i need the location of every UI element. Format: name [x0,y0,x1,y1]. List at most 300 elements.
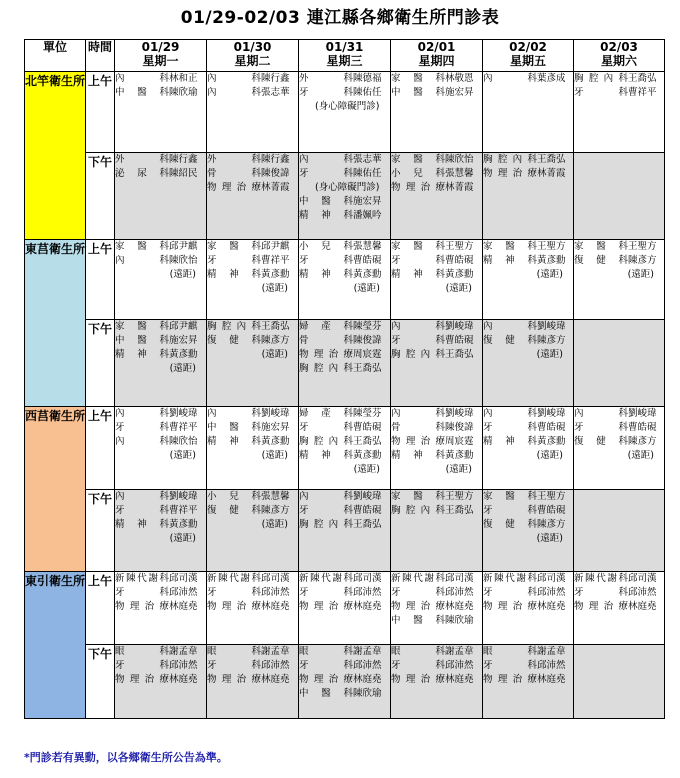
doctor-name: 曹皓硯 [445,255,474,266]
remote-label: (遠距) [261,283,288,294]
clinic-entry [391,334,482,348]
station-name: 北竿衛生所 [25,72,86,240]
schedule-cell [115,240,207,320]
clinic-entry [207,407,298,421]
doctor-name: 曹祥平 [261,255,290,266]
clinic-entry [483,490,573,504]
clinic-entry [207,504,298,518]
clinic-entry [207,254,298,268]
department: 新陳代謝科 [299,573,353,584]
department: 內 科 [207,408,261,419]
doctor-name: 陳俊諱 [261,168,290,179]
department: 家 醫 科 [391,241,445,252]
schedule-row [25,645,665,719]
department: 內 科 [299,491,353,502]
doctor-name: 林庭堯 [353,601,382,612]
schedule-cell [115,153,207,240]
department: 精 神 科 [115,349,169,360]
department: 骨 科 [391,422,445,433]
schedule-cell [115,407,207,490]
schedule-cell [574,240,665,320]
header-day [207,40,299,72]
doctor-name: 陳彥方 [261,335,290,346]
department: 精 神 科 [207,436,261,447]
clinic-entry [391,153,482,167]
clinic-entry [574,240,664,254]
doctor-name: 王喬弘 [628,73,657,84]
department: 牙 科 [299,505,353,516]
doctor-name: 曹祥平 [628,87,657,98]
doctor-name: 王聖方 [537,491,566,502]
department: 新陳代謝科 [483,573,537,584]
clinic-entry [115,673,206,687]
department: 物理治療 [391,182,445,193]
doctor-name: 邱司漢 [353,573,382,584]
doctor-name: 陳欣瑜 [445,615,474,626]
clinic-entry [207,268,298,282]
schedule-cell [483,572,574,645]
doctor-name: 施宏昇 [353,196,382,207]
clinic-entry [207,490,298,504]
clinic-entry [299,407,390,421]
clinic-entry [207,86,298,100]
department: 物理治療 [391,674,445,685]
clinic-entry [207,645,298,659]
clinic-entry [115,659,206,673]
schedule-cell [207,320,299,407]
remote-note [483,449,573,463]
clinic-entry [391,449,482,463]
doctor-name: 謝孟韋 [261,646,290,657]
department: 物理治療 [483,674,537,685]
department: 家 醫 科 [483,491,537,502]
doctor-name: 邱沛然 [445,587,474,598]
remote-label: (遠距) [536,450,563,461]
clinic-entry [483,421,573,435]
clinic-entry [299,518,390,532]
doctor-name: 王喬弘 [445,505,474,516]
doctor-name: 劉峻瑋 [445,321,474,332]
remote-note [207,348,298,362]
doctor-name: 劉峻瑋 [353,491,382,502]
period-am: 上午 [86,572,115,645]
department: 胸腔內科 [574,73,628,84]
remote-label: (遠距) [627,450,654,461]
schedule-cell [207,407,299,490]
department: 外 科 [207,154,261,165]
clinic-entry [391,240,482,254]
doctor-name: 林庭堯 [169,674,198,685]
header-date: 01/31 [325,40,364,54]
schedule-cell [207,490,299,572]
schedule-cell [207,72,299,153]
station-name: 東引衛生所 [25,572,86,719]
department: 牙 科 [483,505,537,516]
clinic-entry [391,586,482,600]
clinic-entry [483,153,573,167]
schedule-cell [391,72,483,153]
clinic-entry [391,181,482,195]
doctor-name: 王喬弘 [353,519,382,530]
period-pm: 下午 [86,490,115,572]
remote-label: (遠距) [536,269,563,280]
clinic-entry [391,435,482,449]
clinic-entry [115,504,206,518]
schedule-cell [391,320,483,407]
doctor-name: 曹皓硯 [537,505,566,516]
department: 內 科 [574,408,628,419]
doctor-name: 黃彥勳 [445,450,474,461]
department: 牙 科 [483,660,537,671]
department: 牙 科 [207,660,261,671]
department: 內 科 [207,87,261,98]
clinic-entry [299,586,390,600]
remote-note [207,449,298,463]
department: 內 科 [115,408,169,419]
department: 胸腔內科 [299,436,353,447]
schedule-cell [299,72,391,153]
clinic-entry [299,687,390,701]
clinic-entry [115,167,206,181]
clinic-entry [299,421,390,435]
department: 小 兒 科 [391,168,445,179]
clinic-entry [483,518,573,532]
department: 眼 科 [115,646,169,657]
header-weekday: 星期一 [142,54,179,68]
clinic-entry [574,86,664,100]
department: 內 科 [115,436,169,447]
page-title: 01/29-02/03 連江縣各鄉衛生所門診表 [180,8,500,28]
clinic-entry [207,240,298,254]
department: 牙 科 [115,505,169,516]
doctor-name: 陳彥方 [537,519,566,530]
header-weekday: 星期五 [509,54,546,68]
clinic-entry [299,153,390,167]
clinic-entry [207,72,298,86]
clinic-entry [574,72,664,86]
schedule-cell [299,320,391,407]
doctor-name: 劉峻瑋 [445,408,474,419]
department: 家 醫 科 [391,73,445,84]
schedule-cell [483,320,574,407]
doctor-name: 張志華 [261,87,290,98]
clinic-entry [299,195,390,209]
doctor-name: 林庭堯 [628,601,657,612]
department: 牙 科 [115,587,169,598]
doctor-name: 邱沛然 [261,660,290,671]
clinic-entry [391,659,482,673]
clinic-entry [483,254,573,268]
clinic-entry [299,240,390,254]
remote-note [391,282,482,296]
clinic-entry [299,348,390,362]
clinic-entry [391,614,482,628]
header-day [115,40,207,72]
department: 物理治療 [391,601,445,612]
department: 新陳代謝科 [574,573,628,584]
doctor-name: 王聖方 [445,241,474,252]
department: 中 醫 科 [299,688,353,699]
doctor-name: 邱司漢 [445,573,474,584]
header-day [483,40,574,72]
clinic-entry [207,153,298,167]
remote-note [483,532,573,546]
clinic-entry [391,72,482,86]
doctor-name: 張慧馨 [445,168,474,179]
doctor-name: 林庭堯 [537,674,566,685]
clinic-entry [299,86,390,100]
doctor-name: 曹祥平 [169,505,198,516]
clinic-entry [574,435,664,449]
department: 眼 科 [391,646,445,657]
station-name: 東莒衛生所 [25,240,86,407]
department: 內 科 [391,321,445,332]
clinic-entry [207,421,298,435]
department: 胸腔內科 [299,519,353,530]
remote-label: (遠距) [169,450,196,461]
department: 牙 科 [391,335,445,346]
department: 中 醫 科 [115,87,169,98]
doctor-name: 陳俊諱 [445,422,474,433]
remote-label: (遠距) [169,533,196,544]
department: 中 醫 科 [115,335,169,346]
schedule-cell [483,645,574,719]
doctor-name: 陳德福 [353,73,382,84]
schedule-cell [207,645,299,719]
schedule-cell [391,645,483,719]
clinic-entry [115,348,206,362]
remote-note [574,268,664,282]
doctor-name: 曹皓硯 [353,505,382,516]
schedule-cell [391,490,483,572]
clinic-entry [115,490,206,504]
doctor-name: 謝孟韋 [169,646,198,657]
schedule-cell [574,407,665,490]
clinic-entry [391,254,482,268]
doctor-name: 陳佑任 [353,87,382,98]
clinic-entry [574,407,664,421]
period-pm: 下午 [86,645,115,719]
department: 復 健 科 [574,436,628,447]
doctor-name: 曹皓硯 [353,422,382,433]
doctor-name: 邱沛然 [628,587,657,598]
doctor-name: 陳俊諱 [353,335,382,346]
doctor-name: 施宏昇 [261,422,290,433]
department: 牙 科 [299,587,353,598]
department: 牙 科 [574,422,628,433]
doctor-name: 謝孟韋 [445,646,474,657]
clinic-entry [299,673,390,687]
doctor-name: 張志華 [353,154,382,165]
period-am: 上午 [86,407,115,490]
doctor-name: 葉彥成 [537,73,566,84]
department: 中 醫 科 [391,87,445,98]
clinic-entry [391,421,482,435]
doctor-name: 林庭堯 [445,674,474,685]
schedule-cell [483,72,574,153]
doctor-name: 邱沛然 [537,660,566,671]
department: 新陳代謝科 [115,573,169,584]
clinic-entry [115,600,206,614]
department: 內 科 [483,73,537,84]
department: 牙 科 [299,168,353,179]
department: 骨 科 [207,168,261,179]
clinic-entry [207,435,298,449]
schedule-cell [483,240,574,320]
doctor-name: 邱沛然 [353,587,382,598]
schedule-cell [391,240,483,320]
clinic-entry [483,600,573,614]
clinic-entry [483,240,573,254]
department: 內 科 [391,408,445,419]
doctor-name: 劉峻瑋 [537,321,566,332]
period-pm: 下午 [86,320,115,407]
clinic-entry [207,320,298,334]
department: 婦 產 科 [299,408,353,419]
header-day [391,40,483,72]
department: 精 神 科 [483,255,537,266]
header-weekday: 星期二 [234,54,271,68]
department: 內 科 [207,73,261,84]
doctor-name: 王喬弘 [353,363,382,374]
doctor-name: 潘姵吟 [353,210,382,221]
schedule-cell [207,153,299,240]
department: 精 神 科 [299,210,353,221]
department: 牙 科 [299,660,353,671]
department: 牙 科 [299,422,353,433]
department: 物理治療 [483,601,537,612]
schedule-row [25,153,665,240]
doctor-name: 邱司漢 [169,573,198,584]
note-text: (身心障礙門診) [315,101,380,112]
clinic-entry [483,407,573,421]
schedule-cell [299,240,391,320]
doctor-name: 邱沛然 [445,660,474,671]
clinic-entry [207,167,298,181]
department: 胸腔內科 [207,321,261,332]
department: 精 神 科 [391,269,445,280]
header-unit: 單位 [25,40,86,72]
doctor-name: 劉峻瑋 [537,408,566,419]
doctor-name: 陳彥方 [628,436,657,447]
schedule-cell [115,320,207,407]
department: 骨 科 [299,335,353,346]
clinic-entry [115,645,206,659]
department: 內 科 [115,255,169,266]
schedule-cell [115,72,207,153]
doctor-name: 林庭堯 [445,601,474,612]
clinic-entry [207,334,298,348]
department: 外 科 [299,73,353,84]
department: 物理治療 [574,601,628,612]
remote-note [115,362,206,376]
header-date: 02/03 [600,40,638,54]
header-weekday: 星期六 [600,54,637,68]
clinic-entry [483,334,573,348]
clinic-entry [207,572,298,586]
schedule-cell [574,645,665,719]
doctor-name: 陳佑任 [353,168,382,179]
department: 眼 科 [483,646,537,657]
department: 婦 產 科 [299,321,353,332]
department: 牙 科 [115,660,169,671]
department: 家 醫 科 [391,154,445,165]
clinic-entry [574,572,664,586]
doctor-name: 黃彥勳 [261,436,290,447]
department: 復 健 科 [574,255,628,266]
clinic-entry [483,586,573,600]
department: 中 醫 科 [391,615,445,626]
doctor-name: 黃彥勳 [169,349,198,360]
clinic-entry [299,254,390,268]
department: 物理治療 [115,674,169,685]
clinic-entry [483,167,573,181]
department: 物理治療 [207,182,261,193]
doctor-name: 邱沛然 [537,587,566,598]
doctor-name: 曹皓硯 [628,422,657,433]
doctor-name: 黃彥勳 [537,255,566,266]
period-am: 上午 [86,240,115,320]
schedule-row [25,490,665,572]
department: 內 科 [299,154,353,165]
clinic-entry [483,72,573,86]
doctor-name: 謝孟韋 [353,646,382,657]
clinic-entry [115,518,206,532]
clinic-entry [115,86,206,100]
doctor-name: 陳欣怡 [445,154,474,165]
doctor-name: 陳欣瑜 [353,688,382,699]
department: 胸腔內科 [483,154,537,165]
header-period: 時間 [86,40,115,72]
clinic-entry [391,407,482,421]
department: 牙 科 [391,660,445,671]
doctor-name: 曹祥平 [169,422,198,433]
clinic-entry [391,572,482,586]
note-text: (身心障礙門診) [315,182,380,193]
clinic-entry [391,600,482,614]
clinic-entry [115,153,206,167]
clinic-schedule-table [24,39,665,719]
department: 牙 科 [299,255,353,266]
department: 牙 科 [391,255,445,266]
doctor-name: 施宏昇 [169,335,198,346]
clinic-entry [299,320,390,334]
department: 泌 尿 科 [115,168,169,179]
clinic-entry [391,673,482,687]
doctor-name: 黃彥勳 [353,269,382,280]
clinic-entry [391,268,482,282]
clinic-entry [299,362,390,376]
schedule-row [25,240,665,320]
department: 新陳代謝科 [391,573,445,584]
clinic-entry [115,240,206,254]
remote-label: (遠距) [169,363,196,374]
schedule-row [25,72,665,153]
schedule-cell [299,153,391,240]
remote-note [115,449,206,463]
remote-note [299,282,390,296]
period-pm: 下午 [86,153,115,240]
clinic-entry [483,673,573,687]
department: 牙 科 [574,587,628,598]
clinic-entry [299,504,390,518]
remote-note [207,282,298,296]
station-name: 西莒衛生所 [25,407,86,572]
schedule-cell [299,490,391,572]
doctor-name: 周宸霆 [445,436,474,447]
clinic-entry [391,490,482,504]
department: 牙 科 [115,422,169,433]
